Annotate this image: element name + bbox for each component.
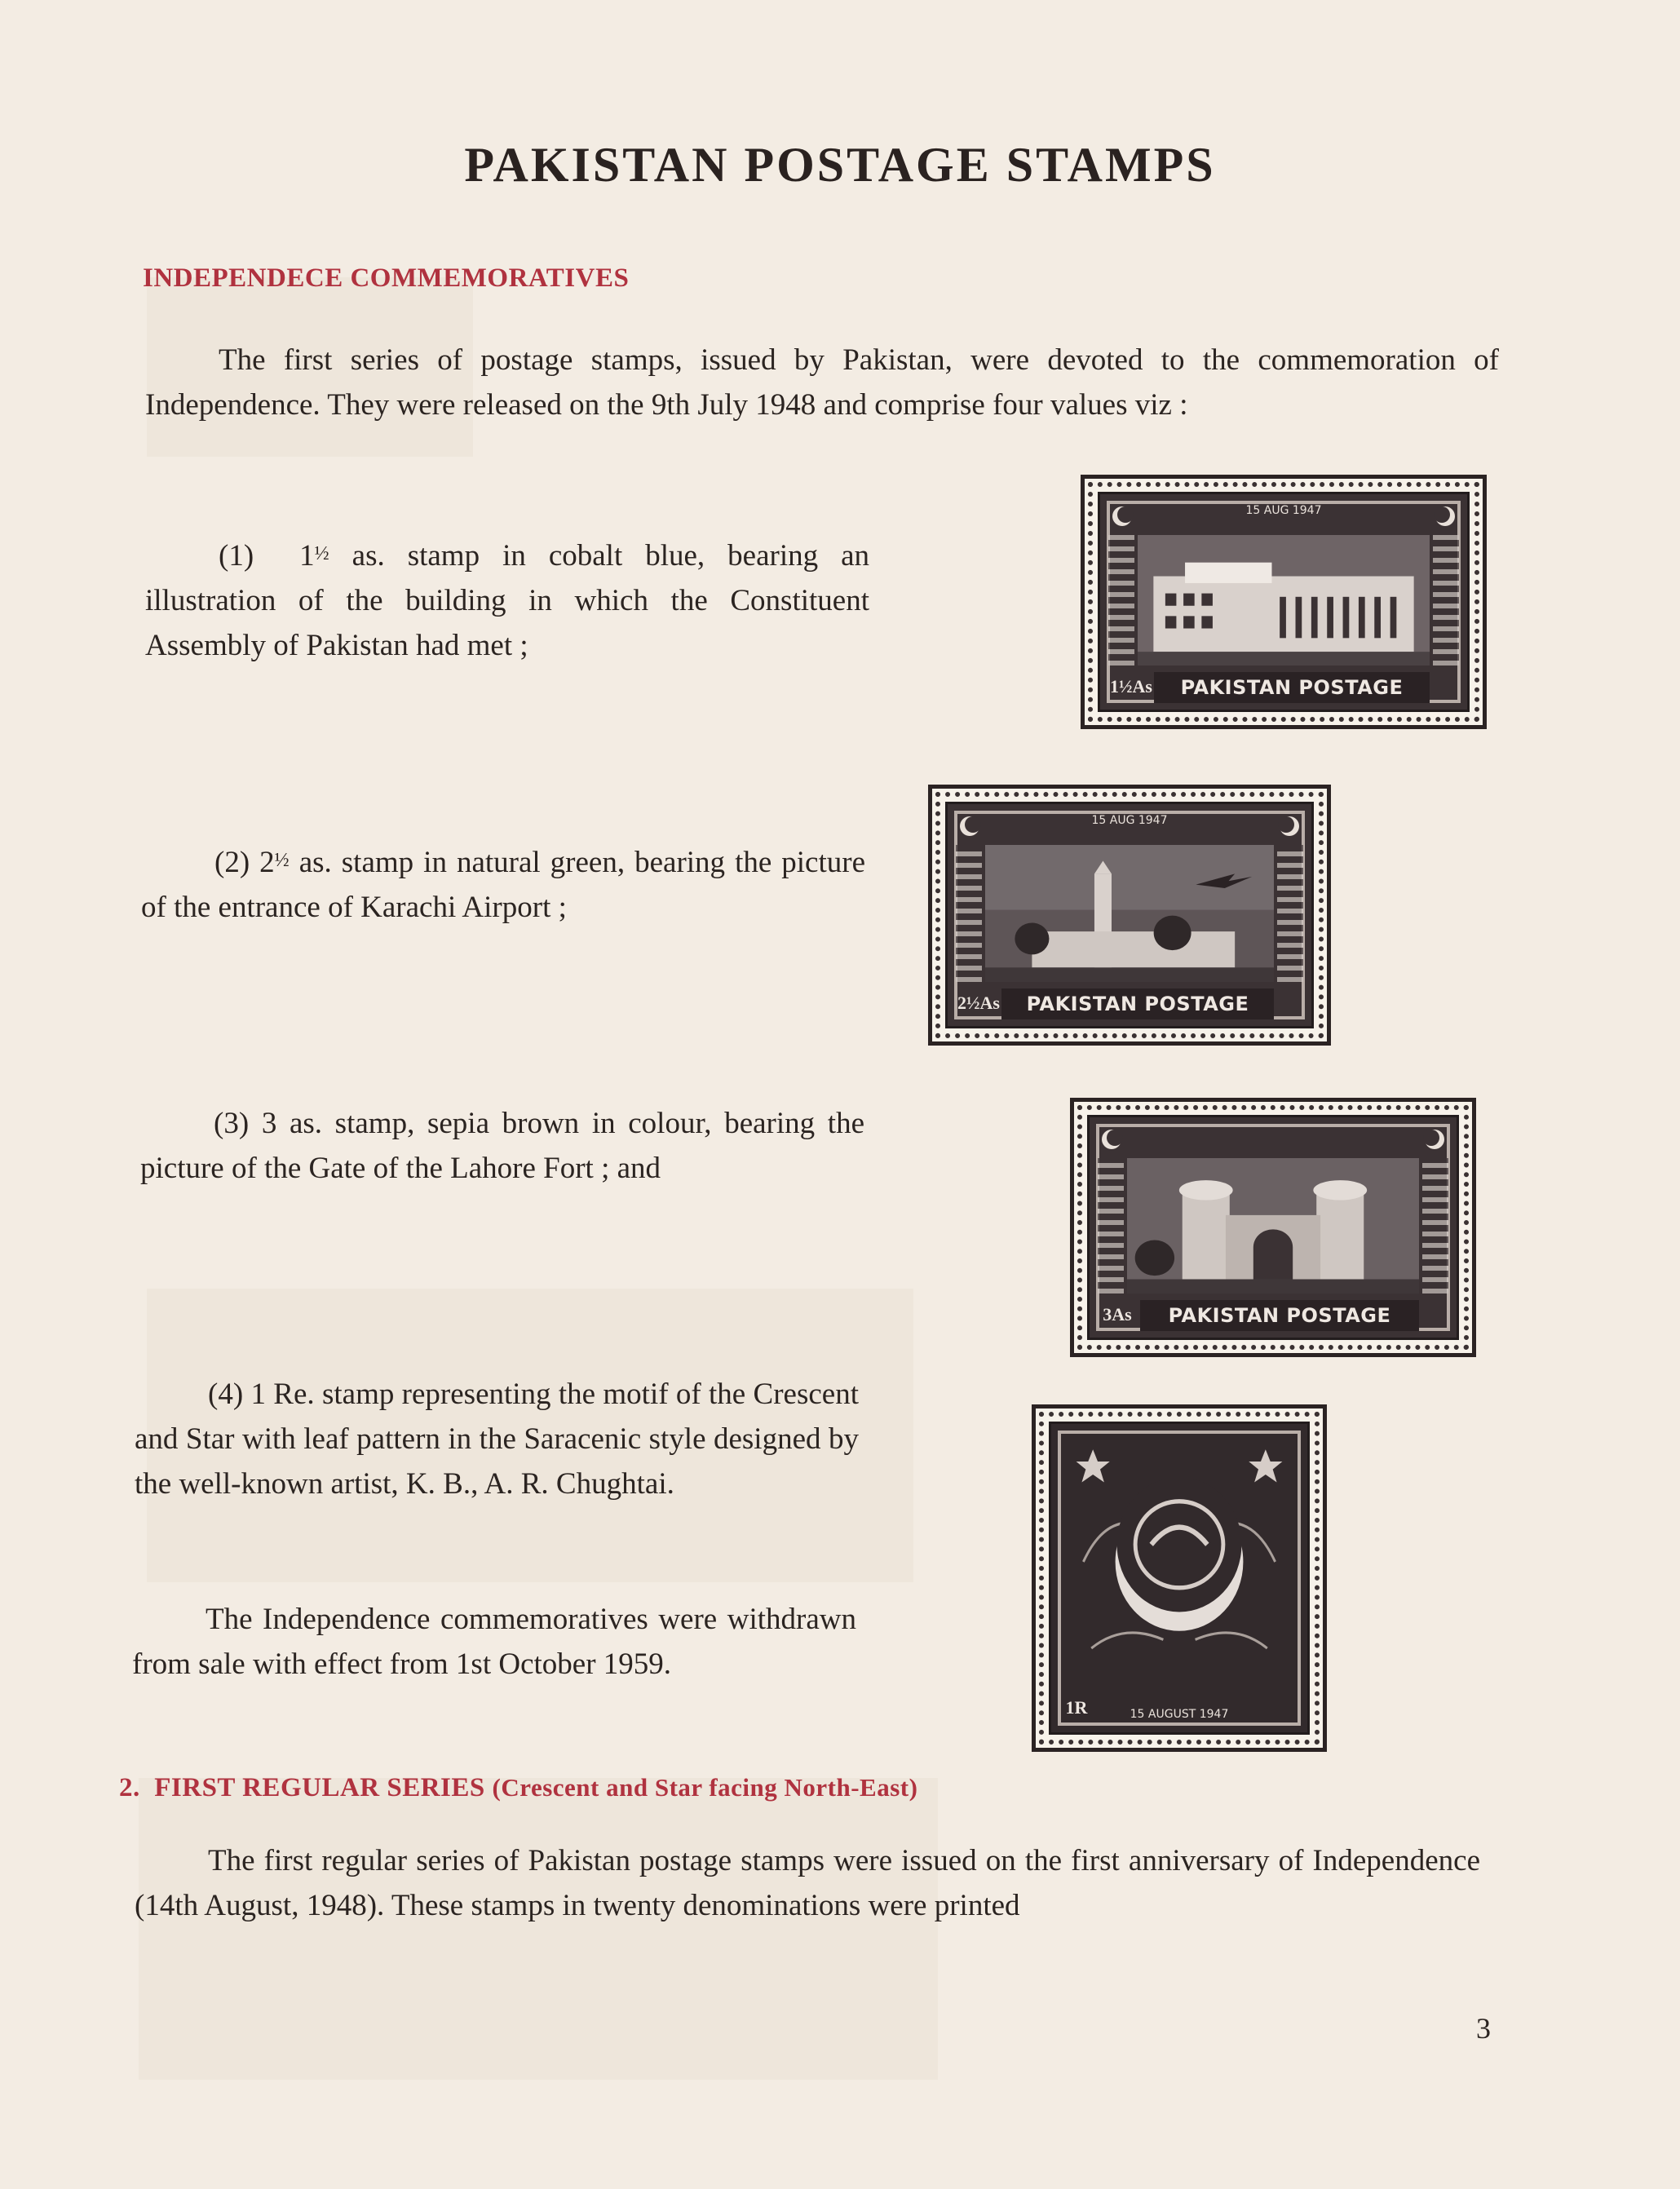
stamp-value: 1½As (1110, 676, 1152, 696)
stamp-value: 2½As (957, 993, 1000, 1013)
page-title: PAKISTAN POSTAGE STAMPS (464, 138, 1216, 192)
list-item: (3) 3 as. stamp, sepia brown in colour, bearing the picture of the Gate of the Lahore Fort ; and (140, 1107, 864, 1185)
list-item: (4) 1 Re. stamp representing the motif of the Crescent and Star with leaf pattern in the Saracenic style designed by the well-known artist, K. B., A. R. Chughtai. (135, 1378, 859, 1501)
stamp-date: 15 AUGUST 1947 (1130, 1708, 1229, 1721)
crescent-icon (1277, 814, 1302, 838)
building-illustration (1138, 535, 1430, 666)
intro-paragraph: The first series of postage stamps, issued by Pakistan, were devoted to the commemoration of Independence. They were released on the 9th July 1948 and comprise four values viz : (145, 343, 1499, 422)
page-number: 3 (1476, 2012, 1491, 2045)
stamp-karachi-airport (928, 785, 1331, 1046)
list-item: (1) $1^{\frac{1}{2}}$ as. stamp in cobalt blue, bearing an illustration of the building in which the Constituent Assembly of Pakistan had met ; (145, 539, 870, 662)
crescent-icon (1422, 1127, 1447, 1152)
crescent-icon (1433, 504, 1457, 528)
crescent-star-motif (1059, 1432, 1299, 1692)
fort-gate-illustration (1127, 1158, 1419, 1294)
stamp-label: PAKISTAN POSTAGE (1154, 672, 1430, 703)
stamp-value: 1R (1065, 1697, 1088, 1718)
withdrawn-paragraph: The Independence commemoratives were withdrawn from sale with effect from 1st October 1959. (132, 1603, 856, 1681)
crescent-icon (1110, 504, 1134, 528)
stamp-label: PAKISTAN POSTAGE (1001, 988, 1274, 1019)
stamp-label: PAKISTAN POSTAGE (1140, 1300, 1419, 1331)
stamp-value: 3As (1103, 1304, 1132, 1324)
star-icon (1077, 1449, 1110, 1482)
stamp-lahore-fort (1070, 1098, 1476, 1357)
list-item: (2) $2^{\frac{1}{2}}$ as. stamp in natural green, bearing the picture of the entrance of Karachi Airport ; (141, 846, 866, 924)
crescent-icon (1099, 1127, 1124, 1152)
airport-illustration (985, 845, 1274, 982)
stamp-date: 15 AUG 1947 (1091, 814, 1168, 827)
crescent-icon (957, 814, 982, 838)
first-regular-paragraph: The first regular series of Pakistan postage stamps were issued on the first anniversary of Independence (14th August, 1948). These stamps in twenty denominations were printed (135, 1844, 1480, 1922)
star-icon (1249, 1449, 1282, 1482)
stamp-constituent-assembly (1081, 475, 1487, 729)
section-heading-first-regular: 2. FIRST REGULAR SERIES (Crescent and Star facing North-East) (119, 1773, 918, 1802)
section-heading-independence: INDEPENDECE COMMEMORATIVES (143, 263, 630, 293)
stamp-date: 15 AUG 1947 (1245, 504, 1322, 517)
bleed-through-shadow (139, 1778, 938, 2080)
stamp-crescent-star (1032, 1404, 1327, 1752)
